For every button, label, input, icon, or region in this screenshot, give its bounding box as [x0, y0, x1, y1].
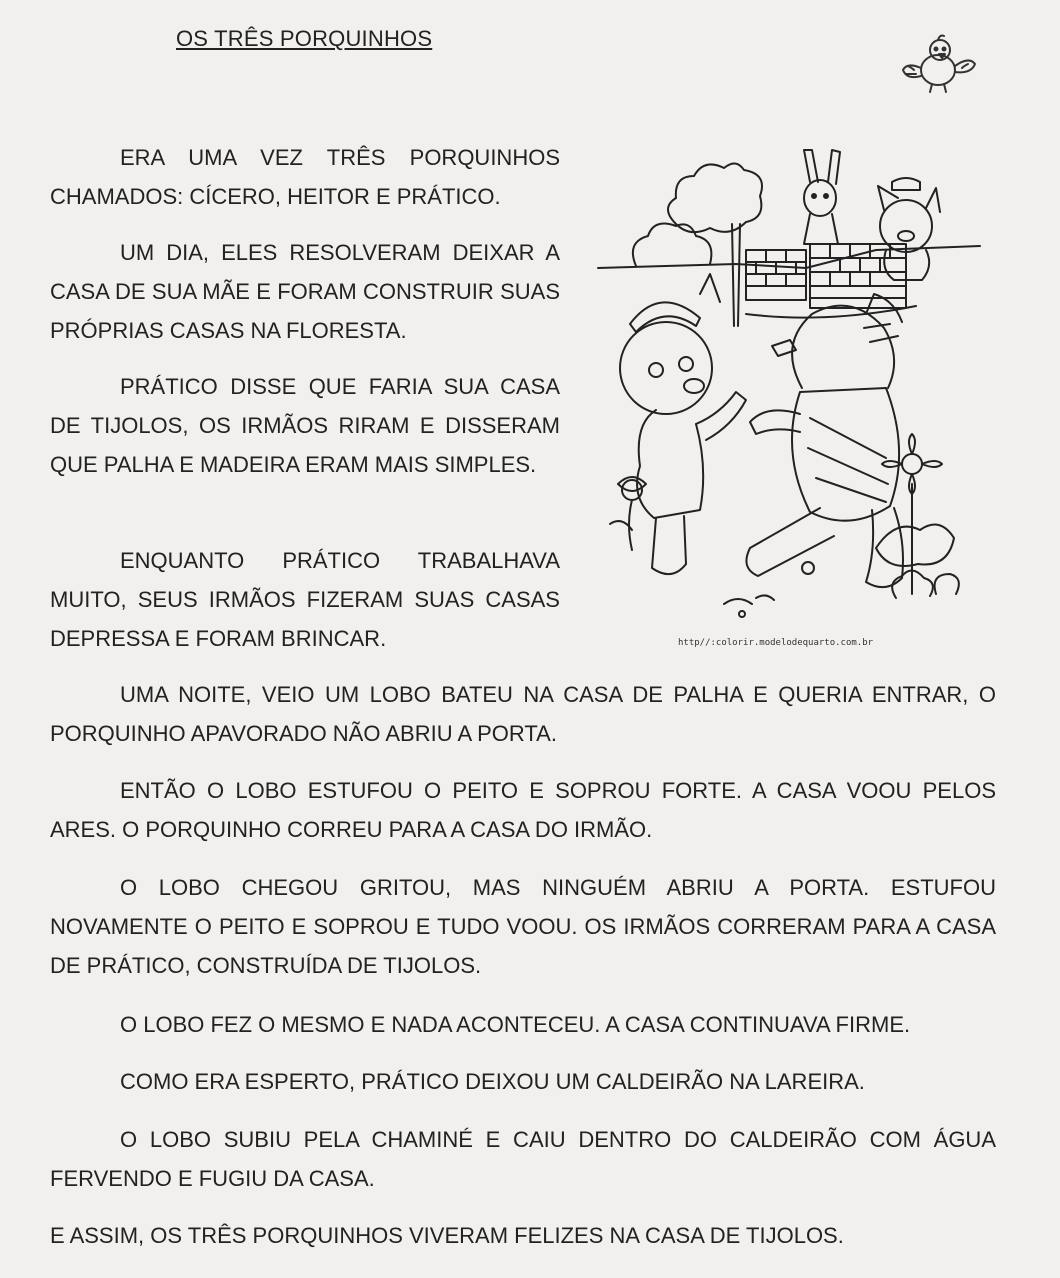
paragraph: O LOBO FEZ O MESMO E NADA ACONTECEU. A CASA CONTINUAVA FIRME. [120, 1012, 911, 1037]
paragraph: UM DIA, ELES RESOLVERAM DEIXAR A CASA DE SUA MÃE E FORAM CONSTRUIR SUAS PRÓPRIAS CASAS NA FLORESTA. [50, 240, 560, 343]
illustration-credit: http//:colorir.modelodequarto.com.br [678, 638, 874, 648]
paragraph: ERA UMA VEZ TRÊS PORQUINHOS CHAMADOS: CÍCERO, HEITOR E PRÁTICO. [50, 145, 560, 209]
paragraph: PRÁTICO DISSE QUE FARIA SUA CASA DE TIJOLOS, OS IRMÃOS RIRAM E DISSERAM QUE PALHA E MADEIRA ERAM MAIS SIMPLES. [50, 374, 560, 477]
page-title: OS TRÊS PORQUINHOS [176, 26, 433, 51]
paragraph: O LOBO CHEGOU GRITOU, MAS NINGUÉM ABRIU A PORTA. ESTUFOU NOVAMENTE O PEITO E SOPROU E TUDO VOOU. OS IRMÃOS CORRERAM PARA A CASA DE PRÁTICO, CONSTRUÍDA DE TIJOLOS. [50, 875, 996, 978]
paragraph: UMA NOITE, VEIO UM LOBO BATEU NA CASA DE PALHA E QUERIA ENTRAR, O PORQUINHO APAVORADO NÃO ABRIU A PORTA. [50, 682, 996, 746]
paragraph: COMO ERA ESPERTO, PRÁTICO DEIXOU UM CALDEIRÃO NA LAREIRA. [120, 1069, 865, 1094]
paragraph: E ASSIM, OS TRÊS PORQUINHOS VIVERAM FELIZES NA CASA DE TIJOLOS. [50, 1223, 844, 1248]
bird-icon [898, 32, 980, 100]
three-pigs-illustration [596, 128, 982, 650]
paragraph: ENQUANTO PRÁTICO TRABALHAVA MUITO, SEUS IRMÃOS FIZERAM SUAS CASAS DEPRESSA E FORAM BRINCAR. [50, 548, 560, 651]
paragraph: O LOBO SUBIU PELA CHAMINÉ E CAIU DENTRO DO CALDEIRÃO COM ÁGUA FERVENDO E FUGIU DA CASA. [50, 1127, 996, 1191]
paragraph: ENTÃO O LOBO ESTUFOU O PEITO E SOPROU FORTE. A CASA VOOU PELOS ARES. O PORQUINHO CORREU PARA A CASA DO IRMÃO. [50, 778, 996, 842]
